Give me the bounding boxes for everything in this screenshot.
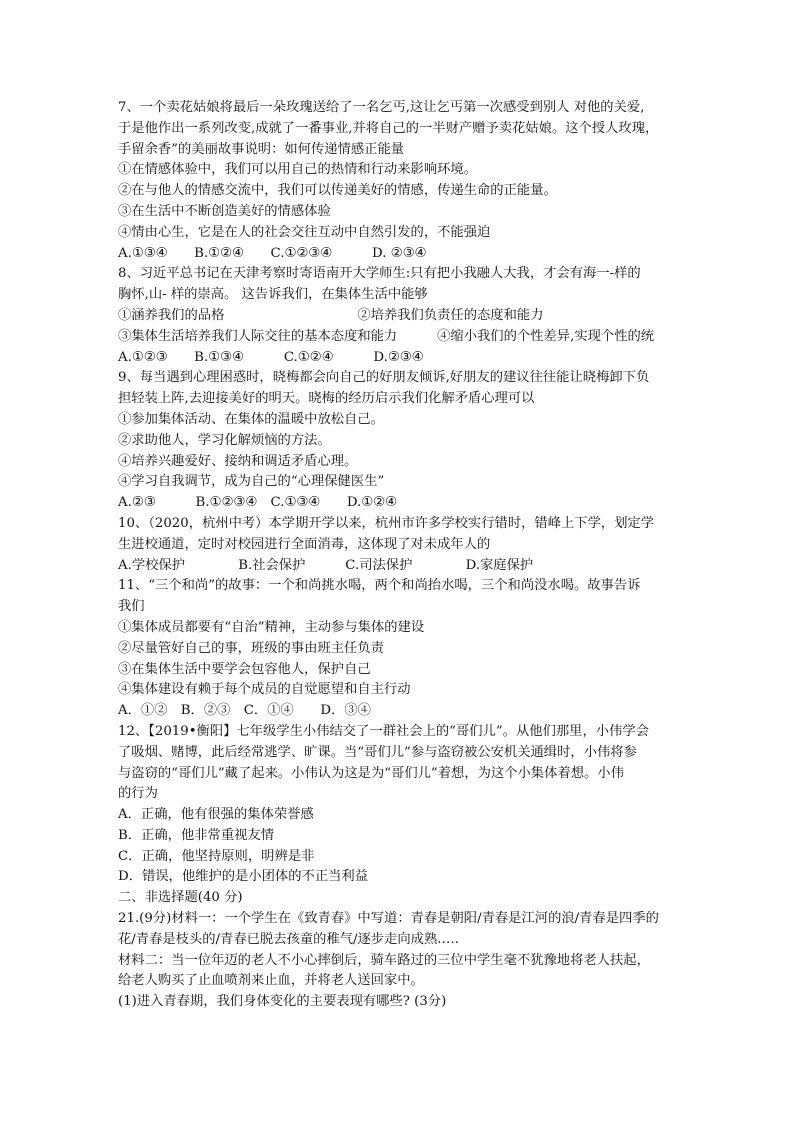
q9-line-2: 担轻装上阵,去迎接美好的明天。晓梅的经历启示我们化解矛盾心理可以 — [118, 391, 535, 407]
q21-line-2: 花/青春是枝头的/青春已脱去孩童的稚气/逐步走向成熟.…. — [118, 931, 460, 947]
q7-statement-1: ①在情感体验中，我们可以用自己的热情和行动来影响环境。 — [118, 162, 478, 178]
q11-statement-3: ③在集体生活中要学会包容他人，保护自己 — [118, 661, 371, 677]
q7-line-2: 于是他作出一系列改变,成就了一番事业,并将自己的一半财产赠予卖花姑娘。这个授人玫瑰， — [118, 120, 659, 136]
q7-line-3: 手留余香”的美丽故事说明：如何传递情感正能量 — [118, 141, 405, 157]
section-heading: 二、非选择题(40 分) — [118, 890, 243, 906]
q21-sub-1: (1)进入青春期，我们身体变化的主要表现有哪些? (3分) — [118, 994, 447, 1010]
q9-statement-1: ①参加集体活动、在集体的温暖中放松自己。 — [118, 411, 384, 427]
q12-line-2: 了吸烟、赌博，此后经常逃学、旷课。当“哥们儿”参与盗窃被公安机关通缉时，小伟将参 — [118, 744, 637, 760]
q10-options: A.学校保护 B.社会保护 C.司法保护 D.家庭保护 — [118, 557, 534, 573]
q7-line-1: 7、一个卖花姑娘将最后一朵玫瑰送给了一名乞丐,这让乞丐第一次感受到别人 对他的关爱, — [118, 100, 645, 115]
q11-statement-4: ④集体建设有赖于每个成员的自觉愿望和自主行动 — [118, 682, 411, 698]
q10-line-1: 10、（2020，杭州中考）本学期开学以来，杭州市许多学校实行错时，错峰上下学，划定学 — [118, 515, 655, 531]
q12-option-b: B．正确，他非常重视友情 — [118, 827, 275, 843]
q9-options: A.②③ B.①②③④ C.①③④ D.①②④ — [118, 495, 397, 511]
q8-line-1: 8、习近平总书记在天津考察时寄语南开大学师生:只有把小我融人大我，才会有海一-样的 — [118, 266, 641, 282]
q8-options: A.①②③ B.①③④ C.①②④ D.②③④ — [118, 349, 424, 365]
q11-statement-1: ①集体成员都要有“自治”精神，主动参与集体的建设 — [118, 619, 425, 635]
q7-options: A.①③④ B.①②④ C.①②③④ D. ②③④ — [118, 245, 427, 261]
q12-option-a: A．正确，他有很强的集体荣誉感 — [118, 807, 314, 823]
q12-option-d: D．错误，他维护的是小团体的不正当利益 — [118, 869, 369, 885]
q8-line-2: 胸怀,山- 样的崇高。 这告诉我们，在集体生活中能够 — [118, 287, 428, 303]
q12-line-1: 12、【2019•衡阳】七年级学生小伟结交了一群社会上的“哥们儿”。从他们那里，小伟学会 — [118, 723, 649, 739]
q8-statements-1: ①涵养我们的品格 ②培养我们负责任的态度和能力 — [118, 307, 544, 323]
q8-statements-2: ③集体生活培养我们人际交往的基本态度和能力 ④缩小我们的个性差异,实现个性的统 — [118, 328, 655, 344]
q9-statement-3: ④培养兴趣爱好、接纳和调适矛盾心理。 — [118, 453, 358, 469]
q21-line-1: 21.(9分)材料一：一个学生在《致青春》中写道：青春是朝阳/青春是江河的浪/青春是四季的 — [118, 911, 659, 927]
q11-options: A．①② B．②③ C．①④ D．③④ — [118, 703, 371, 719]
q9-statement-2: ②求助他人，学习化解烦恼的方法。 — [118, 432, 331, 448]
q12-line-3: 与盗窃的“哥们儿”藏了起来。小伟认为这是为“哥们儿”着想，为这个小集体着想。小伟 — [118, 765, 624, 781]
q21-line-4: 给老人购买了止血喷剂来止血，并将老人送回家中。 — [118, 973, 424, 989]
q11-line-2: 我们 — [118, 599, 145, 615]
exam-page — [118, 98, 680, 1013]
q7-statement-2: ②在与他人的情感交流中，我们可以传递美好的情感，传递生命的正能量。 — [118, 183, 557, 199]
q12-line-4: 的行为 — [118, 786, 158, 802]
q9-line-1: 9、每当遇到心理困惑时，晓梅都会向自己的好朋友倾诉,好朋友的建议往往能让晓梅卸下负 — [118, 370, 650, 386]
q21-line-3: 材料二：当一位年迈的老人不小心摔倒后，骑车路过的三位中学生毫不犹豫地将老人扶起， — [118, 952, 650, 968]
q11-statement-2: ②尽量管好自己的事，班级的事由班主任负责 — [118, 640, 384, 656]
q10-line-2: 生进校通道，定时对校园进行全面消毒，这体现了对未成年人的 — [118, 536, 491, 552]
q12-option-c: C．正确，他坚持原则，明辨是非 — [118, 848, 315, 864]
q11-line-1: 11、“三个和尚”的故事：一个和尚挑水喝，两个和尚抬水喝，三个和尚没水喝。故事告诉 — [118, 578, 641, 594]
q7-statement-4: ④情由心生，它是在人的社会交往互动中自然引发的，不能强迫 — [118, 224, 491, 240]
q9-statement-4: ④学习自我调节，成为自己的“心理保健医生” — [118, 474, 385, 490]
q7-statement-3: ③在生活中不断创造美好的情感体验 — [118, 203, 331, 219]
